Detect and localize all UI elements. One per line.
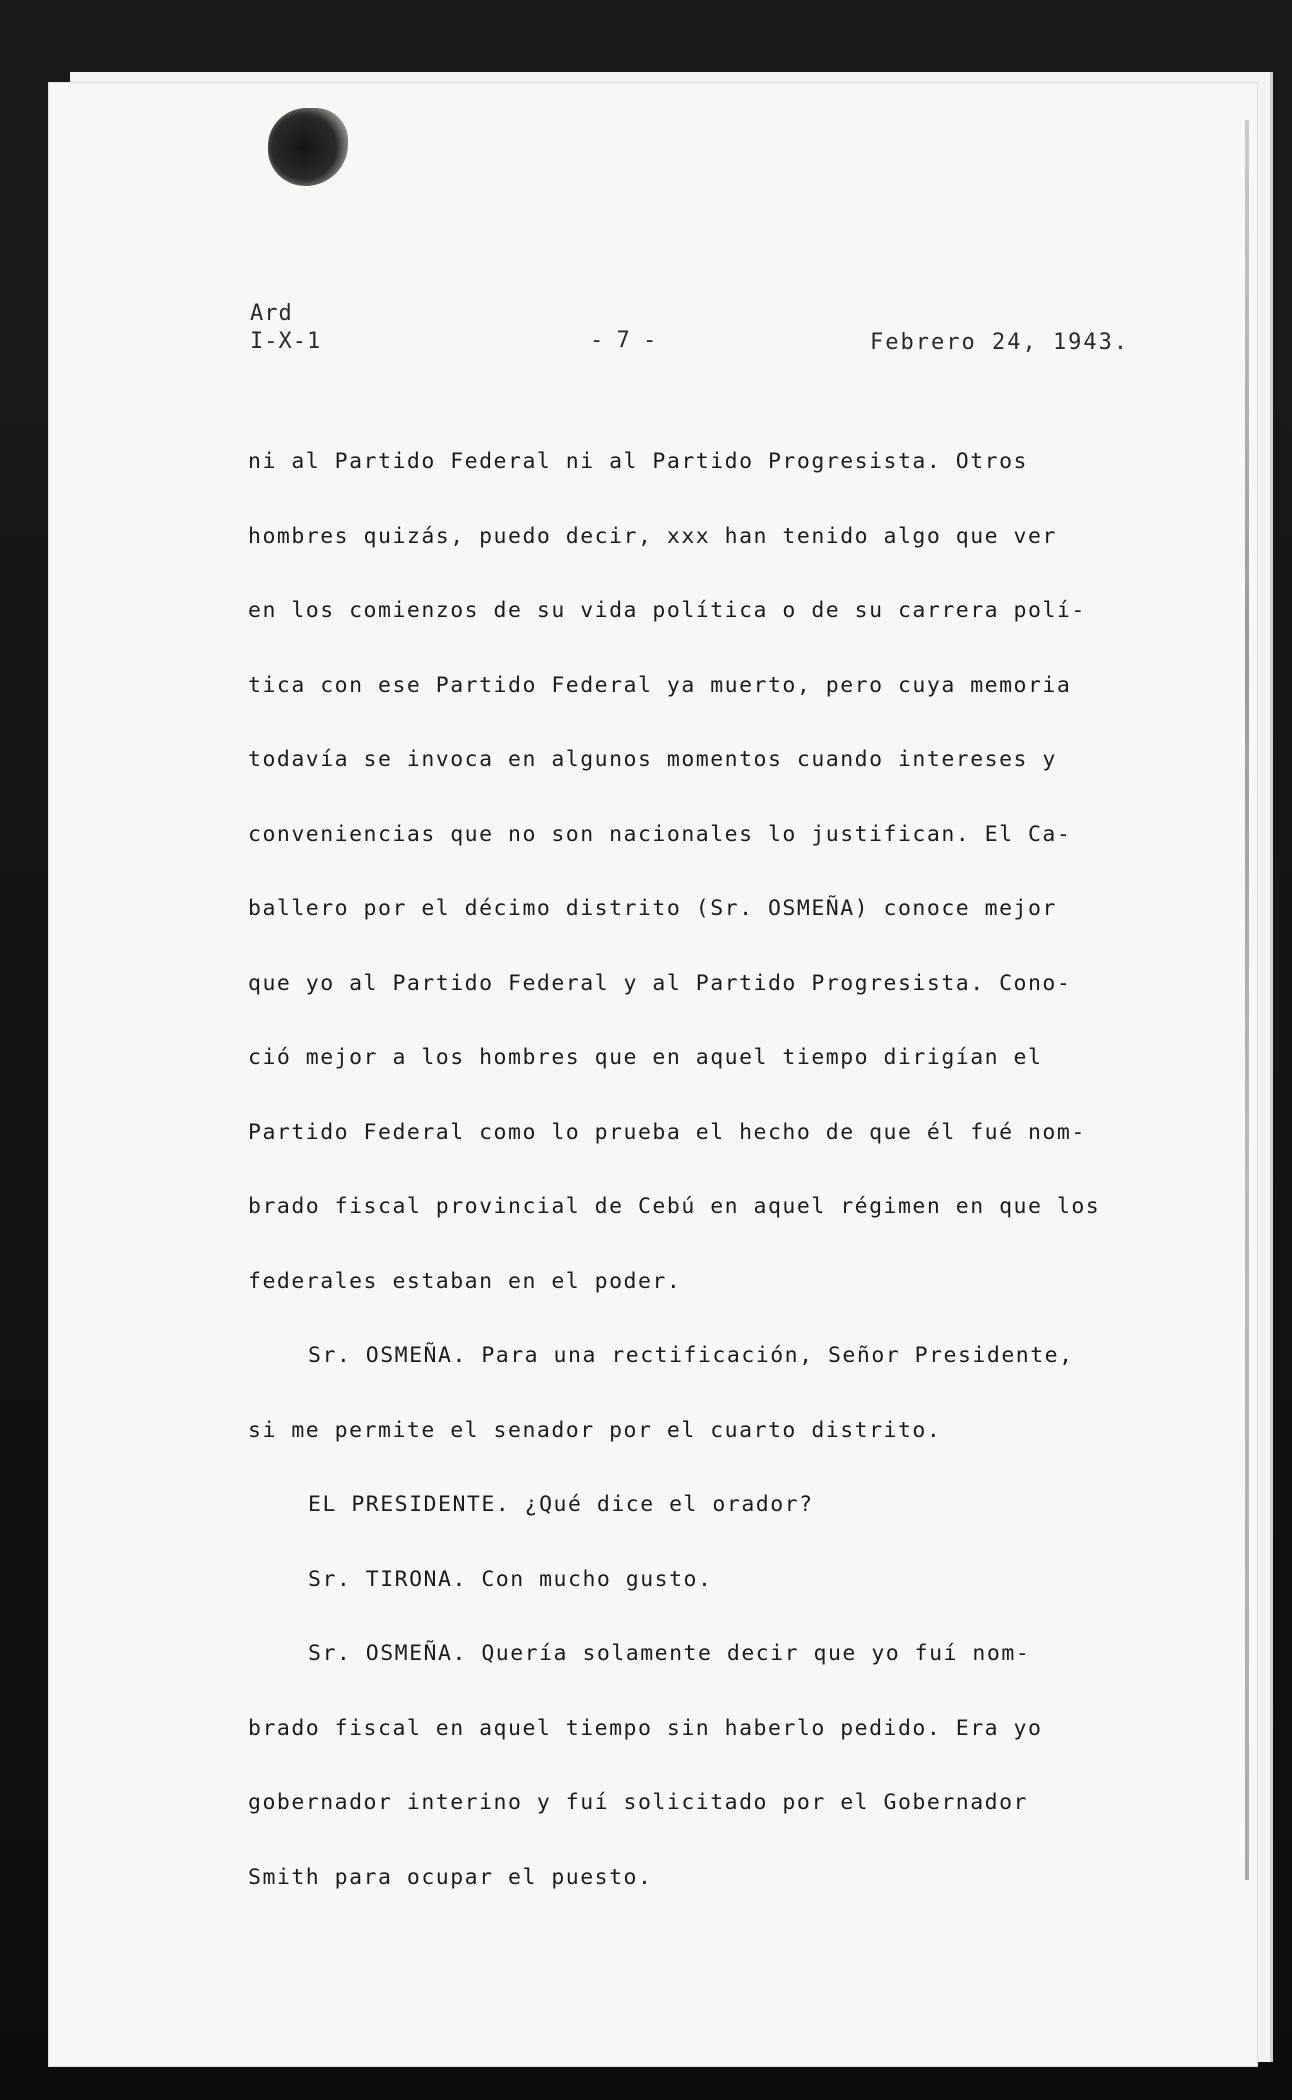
text-line: Partido Federal como lo prueba el hecho de que él fué nom- [248,1119,1086,1145]
text-line: tica con ese Partido Federal ya muerto, pero cuya memoria [248,672,1072,698]
text-line: ni al Partido Federal ni al Partido Progresista. Otros [248,449,1028,474]
text-line: que yo al Partido Federal y al Partido Progresista. Cono- [248,970,1072,996]
text-line: conveniencias que no son nacionales lo justifican. El Ca- [248,821,1072,847]
document-date: Febrero 24, 1943. [870,330,1130,355]
speaker-line: Sr. OSMEÑA. Quería solamente decir que yo fuí nom- [308,1641,1031,1666]
text-line: brado fiscal en aquel tiempo sin haberlo pedido. Era yo [248,1715,1043,1741]
speaker-line: Sr. OSMEÑA. Para una rectificación, Señor Presidente, [308,1343,1074,1368]
speaker-line: EL PRESIDENTE. ¿Qué dice el orador? [308,1492,814,1517]
text-line: ballero por el décimo distrito (Sr. OSMEÑA) conoce mejor [248,896,1057,921]
text-line: gobernador interino y fuí solicitado por el Gobernador [248,1790,1028,1815]
text-line: si me permite el senador por el cuarto distrito. [248,1417,942,1443]
text-line: en los comienzos de su vida política o de su carrera polí- [248,598,1086,623]
reference-line-2: I-X-1 [250,329,322,354]
page-number: - 7 - [590,328,657,353]
reference-code [250,300,321,356]
text-line: brado fiscal provincial de Cebú en aquel régimen en que los [248,1194,1101,1219]
text-line: ció mejor a los hombres que en aquel tiempo dirigían el [248,1045,1043,1070]
page-edge-mark [1245,120,1249,1880]
text-line: federales estaban en el poder. [248,1268,682,1294]
reference-line-1: Ard [250,301,293,326]
transcript-body [248,425,1128,1915]
speaker-line: Sr. TIRONA. Con mucho gusto. [308,1566,713,1592]
text-line: todavía se invoca en algunos momentos cuando intereses y [248,747,1057,772]
text-line: hombres quizás, puedo decir, xxx han tenido algo que ver [248,523,1057,549]
text-line: Smith para ocupar el puesto. [248,1864,653,1890]
